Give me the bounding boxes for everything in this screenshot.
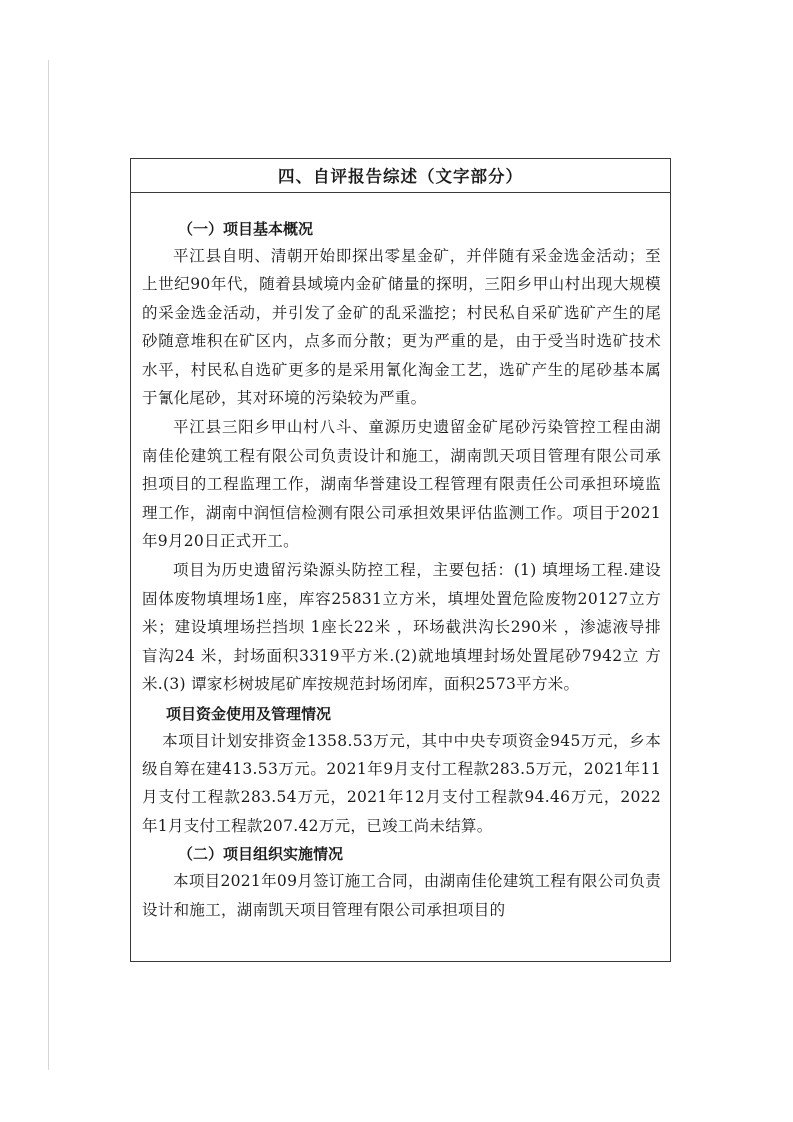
heading-funding: 项目资金使用及管理情况 [166, 704, 332, 723]
report-body [142, 215, 661, 924]
paragraph-implementation: 本项目2021年09月签订施工合同，由湖南佳伦建筑工程有限公司负责设计和施工，湖南凯天项目管理有限公司承担项目的 [142, 872, 661, 919]
section-title: 四、自评报告综述（文字部分） [131, 162, 670, 193]
scan-edge-line [48, 60, 49, 1070]
paragraph-funding: 本项目计划安排资金1358.53万元，其中中央专项资金945万元，乡本级自筹在建413.53万元。2021年9月支付工程款283.5万元，2021年11月支付工程款283.54万元，2021年12月支付工程款94.46万元，2022年1月支付工程款207.42万元，已竣工尚未结算。 [142, 731, 661, 835]
report-frame [130, 158, 671, 962]
paragraph-history: 平江县自明、清朝开始即探出零星金矿，并伴随有采金选金活动；至上世纪90年代，随着县域境内金矿储量的探明，三阳乡甲山村出现大规模的采金选金活动，并引发了金矿的乱采滥挖；村民私自采矿选矿产生的尾砂随意堆积在矿区内，点多而分散；更为严重的是，由于受当时选矿技术水平，村民私自选矿更多的是采用氰化淘金工艺，选矿产生的尾砂基本属于氰化尾砂，其对环境的污染较为严重。 [142, 247, 661, 408]
paragraph-scope: 项目为历史遗留污染源头防控工程，主要包括：(1) 填埋场工程.建设固体废物填埋场1座，库容25831立方米，填埋处置危险废物20127立方米；建设填埋场拦挡坝 1座长22米 ，环场截洪沟长290米 ，渗滤液导排盲沟24 米，封场面积3319平方米.(2)就地填埋封场处置尾砂7942立 方米.(3) 谭家杉树坡尾矿库按规范封场闭库，面积2573平方米。 [142, 561, 661, 694]
heading-project-overview: （一）项目基本概况 [178, 220, 314, 238]
heading-implementation: （二）项目组织实施情况 [178, 845, 344, 864]
paragraph-contractors: 平江县三阳乡甲山村八斗、童源历史遗留金矿尾砂污染管控工程由湖南佳伦建筑工程有限公司负责设计和施工，湖南凯天项目管理有限公司承担项目的工程监理工作，湖南华誉建设工程管理有限责任公司承担环境监理工作，湖南中润恒信检测有限公司承担效果评估监测工作。项目于2021年9月20日正式开工。 [142, 418, 661, 551]
